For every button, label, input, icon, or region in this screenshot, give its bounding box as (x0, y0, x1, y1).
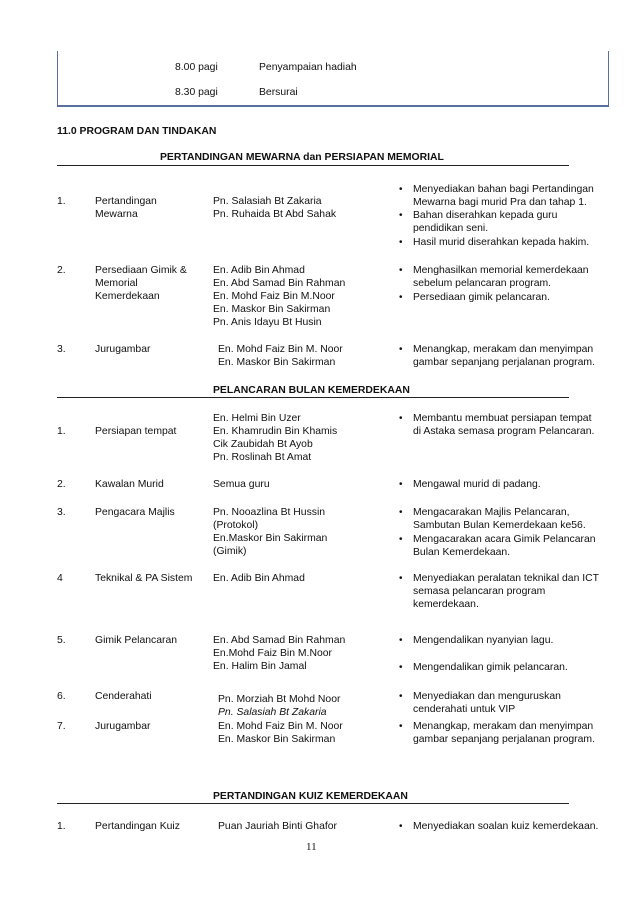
program-name: Pertandingan Mewarna (95, 196, 157, 220)
task-item: • Mengacarakan Majlis Pelancaran, Sambutan Bulan Kemerdekaan ke56. (399, 507, 586, 531)
task-list (398, 572, 599, 611)
task-list (398, 506, 596, 559)
program-name: Persediaan Gimik & Memorial Kemerdekaan (95, 265, 187, 302)
task-item: • Menyediakan bahan bagi Pertandingan Mewarna bagi murid Pra dan tahap 1. (399, 184, 594, 208)
task-item: • Menyediakan dan menguruskan cenderahati untuk VIP (399, 691, 561, 715)
task-item: • Menyediakan peralatan teknikal dan ICT semasa pelancaran program kemerdekaan. (399, 573, 599, 610)
program-name: Jurugambar (95, 721, 151, 732)
row-number: 1. (57, 196, 66, 207)
program-name: Jurugambar (95, 344, 151, 355)
program-name: Kawalan Murid (95, 479, 164, 490)
program-name: Pertandingan Kuiz (95, 821, 180, 832)
schedule-activity: Penyampaian hadiah (259, 62, 357, 73)
person-list: En. Abd Samad Bin Rahman En.Mohd Faiz Bin M.Noor En. Halim Bin Jamal (213, 635, 346, 672)
task-item: • Mengawal murid di padang. (399, 479, 541, 490)
task-list (398, 183, 594, 249)
person-list: En. Adib Bin Ahmad (213, 573, 305, 584)
schedule-activity: Bersurai (259, 87, 298, 98)
schedule-box (57, 51, 609, 107)
person-list: Pn. Nooazlina Bt Hussin (Protokol) En.Maskor Bin Sakirman (Gimik) (213, 507, 328, 557)
row-number: 1. (57, 426, 66, 437)
row-number: 3. (57, 344, 66, 355)
task-item: • Menangkap, merakam dan menyimpan gambar sepanjang perjalanan program. (399, 344, 595, 368)
task-list (398, 478, 541, 491)
task-list (398, 264, 589, 304)
task-item: • Mengendalikan gimik pelancaran. (399, 662, 568, 673)
program-name: Gimik Pelancaran (95, 635, 178, 646)
person-list: Semua guru (213, 479, 270, 490)
row-number: 7. (57, 721, 66, 732)
task-item: • Menyediakan soalan kuiz kemerdekaan. (399, 821, 599, 832)
person-list: Puan Jauriah Binti Ghafor (218, 821, 337, 832)
task-list (398, 820, 598, 833)
block-title-rule (57, 397, 569, 398)
task-list (398, 343, 595, 369)
task-item: • Mengendalikan nyanyian lagu. (399, 635, 554, 646)
block-title: PERTANDINGAN KUIZ KEMERDEKAAN (213, 791, 408, 802)
person-list: En. Helmi Bin Uzer En. Khamrudin Bin Khamis Cik Zaubidah Bt Ayob Pn. Roslinah Bt Amat (213, 413, 338, 463)
task-list (398, 634, 568, 674)
row-number: 5. (57, 635, 66, 646)
program-name: Persiapan tempat (95, 426, 177, 437)
block-title-rule (57, 165, 569, 166)
row-number: 4 (57, 573, 63, 584)
task-item: • Bahan diserahkan kepada guru pendidikan seni. (399, 210, 558, 234)
block-title-rule (57, 803, 569, 804)
row-number: 2. (57, 265, 66, 276)
task-list (398, 412, 594, 438)
section-title: 11.0 PROGRAM DAN TINDAKAN (57, 126, 217, 137)
row-number: 2. (57, 479, 66, 490)
task-item: • Hasil murid diserahkan kepada hakim. (399, 237, 590, 248)
task-item: • Menangkap, merakam dan menyimpan gambar sepanjang perjalanan program. (399, 721, 595, 745)
schedule-time: 8.30 pagi (175, 87, 218, 98)
task-item: • Persediaan gimik pelancaran. (399, 292, 550, 303)
page-number: 11 (306, 841, 317, 853)
row-number: 3. (57, 507, 66, 518)
task-item: • Mengacarakan acara Gimik Pelancaran Bulan Kemerdekaan. (399, 534, 596, 558)
person-list: Pn. Salasiah Bt Zakaria Pn. Ruhaida Bt Abd Sahak (213, 196, 337, 220)
task-item: • Membantu membuat persiapan tempat di Astaka semasa program Pelancaran. (399, 413, 595, 437)
person-list: En. Mohd Faiz Bin M. Noor En. Maskor Bin Sakirman (218, 344, 343, 368)
task-list (398, 690, 561, 716)
task-list (398, 720, 595, 746)
row-number: 6. (57, 691, 66, 702)
task-item: • Menghasilkan memorial kemerdekaan sebelum pelancaran program. (399, 265, 589, 289)
program-name: Teknikal & PA Sistem (95, 573, 193, 584)
program-name: Cenderahati (95, 691, 152, 702)
block-title: PERTANDINGAN MEWARNA dan PERSIAPAN MEMORIAL (160, 152, 444, 163)
row-number: 1. (57, 821, 66, 832)
person-list: Pn. Morziah Bt Mohd Noor Pn. Salasiah Bt Zakaria (218, 694, 341, 718)
program-name: Pengacara Majlis (95, 507, 175, 518)
person-list: En. Mohd Faiz Bin M. Noor En. Maskor Bin Sakirman (218, 721, 343, 745)
person-list: En. Adib Bin Ahmad En. Abd Samad Bin Rahman En. Mohd Faiz Bin M.Noor En. Maskor Bin Sakirman Pn. Anis Idayu Bt Husin (213, 265, 346, 328)
block-title: PELANCARAN BULAN KEMERDEKAAN (213, 385, 410, 396)
schedule-time: 8.00 pagi (175, 62, 218, 73)
